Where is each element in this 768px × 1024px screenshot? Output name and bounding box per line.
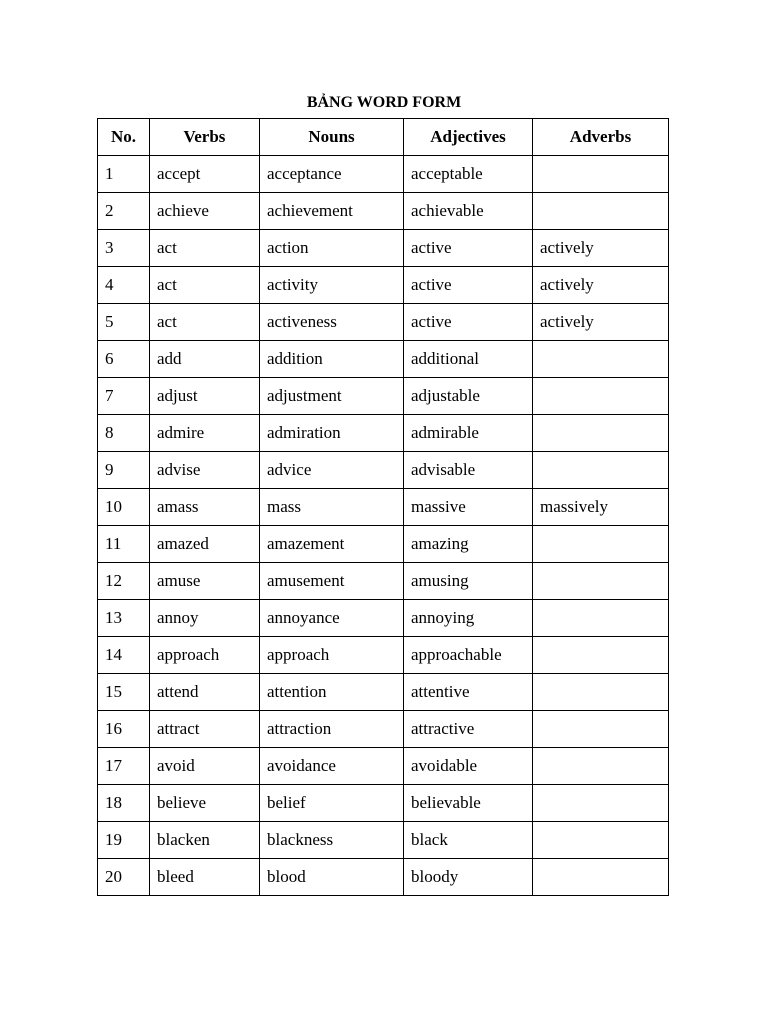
cell-verb: act (150, 304, 260, 341)
table-row (98, 489, 669, 526)
table-row (98, 452, 669, 489)
cell-noun: attention (260, 674, 404, 711)
cell-noun: acceptance (260, 156, 404, 193)
cell-number: 13 (98, 600, 150, 637)
cell-adverb (533, 156, 669, 193)
table-row (98, 711, 669, 748)
cell-noun: activeness (260, 304, 404, 341)
cell-adverb (533, 452, 669, 489)
cell-noun: activity (260, 267, 404, 304)
table-row (98, 859, 669, 896)
cell-verb: approach (150, 637, 260, 674)
cell-adjective: approachable (404, 637, 533, 674)
cell-adverb (533, 674, 669, 711)
cell-verb: attend (150, 674, 260, 711)
cell-adverb (533, 563, 669, 600)
cell-verb: act (150, 267, 260, 304)
cell-adjective: admirable (404, 415, 533, 452)
table-row (98, 341, 669, 378)
cell-adverb: massively (533, 489, 669, 526)
cell-number: 17 (98, 748, 150, 785)
cell-adjective: annoying (404, 600, 533, 637)
cell-verb: add (150, 341, 260, 378)
header-nouns: Nouns (260, 119, 404, 156)
cell-adjective: amazing (404, 526, 533, 563)
table-row (98, 674, 669, 711)
cell-verb: amuse (150, 563, 260, 600)
cell-verb: adjust (150, 378, 260, 415)
cell-adverb (533, 711, 669, 748)
cell-adjective: active (404, 304, 533, 341)
cell-verb: bleed (150, 859, 260, 896)
cell-adjective: active (404, 267, 533, 304)
cell-noun: achievement (260, 193, 404, 230)
cell-adjective: believable (404, 785, 533, 822)
cell-adverb (533, 526, 669, 563)
cell-adverb (533, 785, 669, 822)
table-row (98, 230, 669, 267)
table-row (98, 267, 669, 304)
cell-noun: admiration (260, 415, 404, 452)
cell-number: 6 (98, 341, 150, 378)
word-form-table (97, 118, 669, 896)
cell-number: 15 (98, 674, 150, 711)
cell-adverb (533, 637, 669, 674)
cell-verb: amazed (150, 526, 260, 563)
cell-verb: annoy (150, 600, 260, 637)
cell-noun: addition (260, 341, 404, 378)
table-header-row (98, 119, 669, 156)
cell-noun: annoyance (260, 600, 404, 637)
cell-noun: amusement (260, 563, 404, 600)
table-row (98, 156, 669, 193)
cell-adverb (533, 378, 669, 415)
cell-adverb (533, 341, 669, 378)
cell-adjective: attractive (404, 711, 533, 748)
table-row (98, 304, 669, 341)
table-row (98, 637, 669, 674)
table-body (98, 156, 669, 896)
cell-number: 20 (98, 859, 150, 896)
table-row (98, 378, 669, 415)
table-row (98, 748, 669, 785)
cell-verb: act (150, 230, 260, 267)
cell-number: 14 (98, 637, 150, 674)
cell-verb: accept (150, 156, 260, 193)
cell-adjective: black (404, 822, 533, 859)
cell-adjective: attentive (404, 674, 533, 711)
cell-number: 18 (98, 785, 150, 822)
cell-verb: advise (150, 452, 260, 489)
cell-number: 11 (98, 526, 150, 563)
page-title: BẢNG WORD FORM (306, 94, 462, 111)
cell-adverb (533, 600, 669, 637)
cell-noun: mass (260, 489, 404, 526)
cell-number: 16 (98, 711, 150, 748)
cell-adverb (533, 415, 669, 452)
cell-noun: attraction (260, 711, 404, 748)
cell-noun: approach (260, 637, 404, 674)
cell-noun: adjustment (260, 378, 404, 415)
cell-verb: admire (150, 415, 260, 452)
header-adjectives: Adjectives (404, 119, 533, 156)
cell-adjective: adjustable (404, 378, 533, 415)
table-row (98, 563, 669, 600)
cell-number: 7 (98, 378, 150, 415)
cell-adverb: actively (533, 230, 669, 267)
cell-verb: avoid (150, 748, 260, 785)
header-verbs: Verbs (150, 119, 260, 156)
cell-number: 3 (98, 230, 150, 267)
cell-number: 2 (98, 193, 150, 230)
table-row (98, 415, 669, 452)
cell-verb: blacken (150, 822, 260, 859)
cell-noun: blood (260, 859, 404, 896)
cell-adverb (533, 859, 669, 896)
cell-verb: amass (150, 489, 260, 526)
cell-adverb: actively (533, 304, 669, 341)
cell-noun: blackness (260, 822, 404, 859)
cell-number: 9 (98, 452, 150, 489)
cell-number: 1 (98, 156, 150, 193)
cell-number: 19 (98, 822, 150, 859)
cell-adjective: acceptable (404, 156, 533, 193)
cell-adverb (533, 822, 669, 859)
cell-adjective: bloody (404, 859, 533, 896)
cell-number: 5 (98, 304, 150, 341)
cell-adverb (533, 193, 669, 230)
header-no: No. (98, 119, 150, 156)
cell-adjective: active (404, 230, 533, 267)
cell-adverb: actively (533, 267, 669, 304)
cell-verb: attract (150, 711, 260, 748)
cell-number: 10 (98, 489, 150, 526)
cell-adjective: additional (404, 341, 533, 378)
cell-verb: believe (150, 785, 260, 822)
cell-verb: achieve (150, 193, 260, 230)
cell-number: 4 (98, 267, 150, 304)
header-adverbs: Adverbs (533, 119, 669, 156)
cell-noun: advice (260, 452, 404, 489)
table-row (98, 193, 669, 230)
cell-adjective: achievable (404, 193, 533, 230)
cell-noun: belief (260, 785, 404, 822)
cell-adjective: avoidable (404, 748, 533, 785)
cell-adjective: massive (404, 489, 533, 526)
table-row (98, 822, 669, 859)
table-row (98, 526, 669, 563)
cell-number: 8 (98, 415, 150, 452)
table-row (98, 785, 669, 822)
cell-number: 12 (98, 563, 150, 600)
table-row (98, 600, 669, 637)
cell-adverb (533, 748, 669, 785)
cell-noun: action (260, 230, 404, 267)
cell-noun: amazement (260, 526, 404, 563)
cell-adjective: advisable (404, 452, 533, 489)
cell-adjective: amusing (404, 563, 533, 600)
cell-noun: avoidance (260, 748, 404, 785)
